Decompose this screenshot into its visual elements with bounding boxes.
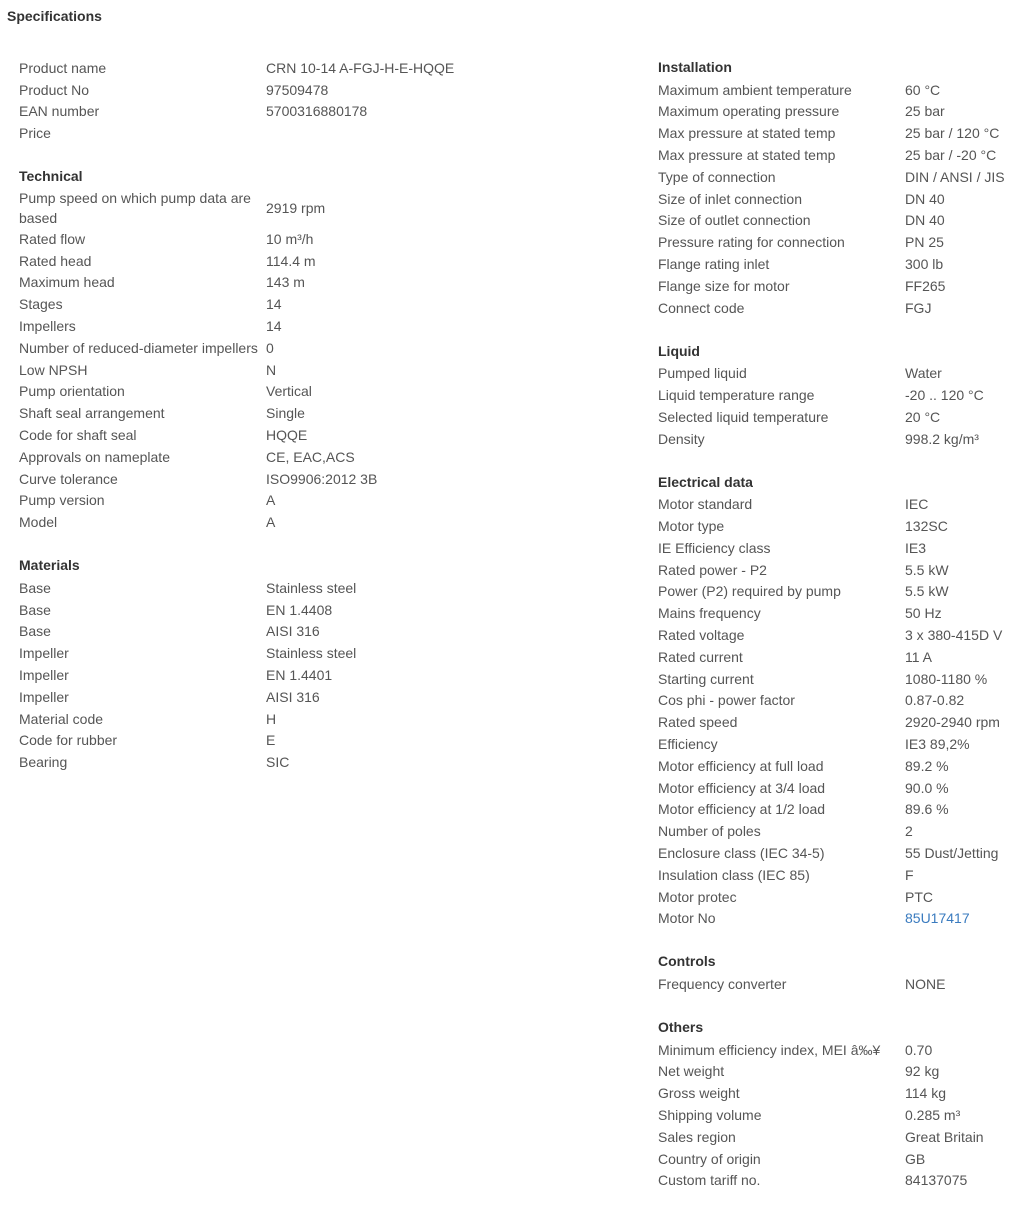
spec-value: FGJ xyxy=(905,299,932,316)
general-section xyxy=(19,57,474,144)
spec-row xyxy=(658,646,1013,668)
spec-row xyxy=(19,642,474,664)
spec-row xyxy=(19,337,474,359)
spec-value: SIC xyxy=(266,754,290,771)
spec-label: Model xyxy=(19,514,58,531)
section-title-materials: Materials xyxy=(19,557,80,574)
spec-row xyxy=(19,424,474,446)
spec-row xyxy=(658,886,1013,908)
spec-value: 97509478 xyxy=(266,81,329,98)
spec-row xyxy=(658,624,1013,646)
spec-value: 50 Hz xyxy=(905,605,942,622)
spec-row xyxy=(658,602,1013,624)
spec-row xyxy=(19,686,474,708)
spec-value: Water xyxy=(905,365,942,382)
spec-value: DIN / ANSI / JIS xyxy=(905,168,1005,185)
spec-value: 998.2 kg/m³ xyxy=(905,430,979,447)
spec-label: Motor efficiency at full load xyxy=(658,757,824,774)
spec-row xyxy=(658,1169,1013,1191)
spec-row xyxy=(658,820,1013,842)
spec-row xyxy=(658,842,1013,864)
spec-value: Single xyxy=(266,405,305,422)
spec-label: Curve tolerance xyxy=(19,470,118,487)
others-section xyxy=(658,1017,1013,1191)
spec-row xyxy=(19,122,474,144)
spec-value: Stainless steel xyxy=(266,645,357,662)
spec-row xyxy=(19,402,474,424)
spec-row xyxy=(658,362,1013,384)
spec-value: 5.5 kW xyxy=(905,561,949,578)
spec-label: Pump orientation xyxy=(19,383,125,400)
spec-label: Pump version xyxy=(19,492,105,509)
spec-label: Motor efficiency at 3/4 load xyxy=(658,779,826,796)
spec-label: Price xyxy=(19,125,51,142)
spec-row xyxy=(658,188,1013,210)
spec-value: 0.87-0.82 xyxy=(905,692,965,709)
spec-label: Size of inlet connection xyxy=(658,190,802,207)
spec-label: Motor efficiency at 1/2 load xyxy=(658,801,826,818)
spec-row xyxy=(19,490,474,512)
spec-value: NONE xyxy=(905,975,946,992)
spec-label: Gross weight xyxy=(658,1085,740,1102)
spec-label: Selected liquid temperature xyxy=(658,408,829,425)
spec-value: 25 bar / 120 °C xyxy=(905,125,1000,142)
spec-label: Cos phi - power factor xyxy=(658,692,795,709)
spec-label: Liquid temperature range xyxy=(658,387,815,404)
spec-label: EAN number xyxy=(19,103,100,120)
spec-value: 0 xyxy=(266,339,274,356)
spec-row xyxy=(658,231,1013,253)
spec-row xyxy=(658,166,1013,188)
spec-row xyxy=(658,1104,1013,1126)
spec-value: 143 m xyxy=(266,274,305,291)
spec-row xyxy=(658,864,1013,886)
spec-value: IEC xyxy=(905,496,929,513)
section-title-liquid: Liquid xyxy=(658,342,700,359)
spec-row xyxy=(658,581,1013,603)
spec-row xyxy=(658,253,1013,275)
spec-label: Pressure rating for connection xyxy=(658,234,845,251)
spec-value: 25 bar xyxy=(905,103,945,120)
spec-value: EN 1.4401 xyxy=(266,667,333,684)
spec-row xyxy=(19,188,474,228)
spec-value: A xyxy=(266,492,276,509)
spec-label: Impellers xyxy=(19,318,76,335)
spec-label: Bearing xyxy=(19,754,68,771)
spec-row xyxy=(19,664,474,686)
spec-row xyxy=(19,250,474,272)
spec-row xyxy=(19,293,474,315)
spec-value: 25 bar / -20 °C xyxy=(905,147,997,164)
spec-label: Max pressure at stated temp xyxy=(658,125,836,142)
spec-row xyxy=(658,79,1013,101)
spec-label: Material code xyxy=(19,710,104,727)
spec-value: Vertical xyxy=(266,383,312,400)
spec-label: Maximum head xyxy=(19,274,115,291)
spec-value: AISI 316 xyxy=(266,623,320,640)
spec-value: 300 lb xyxy=(905,256,944,273)
spec-label: Flange rating inlet xyxy=(658,256,770,273)
spec-row xyxy=(19,621,474,643)
spec-label: Base xyxy=(19,601,51,618)
spec-label: Product name xyxy=(19,59,107,76)
spec-label: Code for shaft seal xyxy=(19,427,137,444)
spec-row xyxy=(19,468,474,490)
spec-value: PTC xyxy=(905,888,933,905)
spec-row xyxy=(658,144,1013,166)
spec-label: Number of reduced-diameter impellers xyxy=(19,339,258,356)
spec-value: 5700316880178 xyxy=(266,103,368,120)
spec-label: Rated power - P2 xyxy=(658,561,767,578)
spec-row xyxy=(19,599,474,621)
spec-value: GB xyxy=(905,1150,926,1167)
spec-value: 3 x 380-415D V xyxy=(905,627,1003,644)
spec-value: 0.70 xyxy=(905,1041,933,1058)
spec-value: E xyxy=(266,732,276,749)
spec-row xyxy=(19,381,474,403)
spec-row xyxy=(658,515,1013,537)
spec-label: Minimum efficiency index, MEI â‰¥ xyxy=(658,1041,881,1058)
spec-label: Shipping volume xyxy=(658,1106,762,1123)
spec-value: 55 Dust/Jetting xyxy=(905,844,999,861)
spec-label: Rated head xyxy=(19,252,92,269)
spec-label: Rated voltage xyxy=(658,627,745,644)
spec-label: Flange size for motor xyxy=(658,277,790,294)
page-title: Specifications xyxy=(7,8,102,24)
spec-row xyxy=(658,384,1013,406)
spec-value: 84137075 xyxy=(905,1172,968,1189)
spec-value: N xyxy=(266,361,277,378)
spec-row xyxy=(658,907,1013,929)
spec-value: 5.5 kW xyxy=(905,583,949,600)
spec-row xyxy=(658,493,1013,515)
spec-value: A xyxy=(266,514,276,531)
spec-row xyxy=(658,711,1013,733)
spec-label: Insulation class (IEC 85) xyxy=(658,866,810,883)
spec-label: Density xyxy=(658,430,705,447)
spec-value: 11 A xyxy=(905,648,932,665)
spec-label: Rated speed xyxy=(658,714,738,731)
spec-value: CRN 10-14 A-FGJ-H-E-HQQE xyxy=(266,59,455,76)
spec-value: 14 xyxy=(266,318,282,335)
spec-value: 1080-1180 % xyxy=(905,670,988,687)
spec-label: Pump speed on which pump data are based xyxy=(19,189,251,226)
right-column xyxy=(658,57,1013,1213)
spec-row xyxy=(658,668,1013,690)
spec-row xyxy=(658,1126,1013,1148)
spec-label: Enclosure class (IEC 34-5) xyxy=(658,844,825,861)
spec-value: 14 xyxy=(266,296,282,313)
spec-value: -20 .. 120 °C xyxy=(905,387,984,404)
spec-label: Stages xyxy=(19,296,63,313)
electrical-section xyxy=(658,472,1013,930)
spec-label: Product No xyxy=(19,81,90,98)
spec-row xyxy=(19,511,474,533)
spec-label: Approvals on nameplate xyxy=(19,448,170,465)
section-title-electrical: Electrical data xyxy=(658,473,753,490)
spec-label: Efficiency xyxy=(658,736,718,752)
spec-row xyxy=(658,210,1013,232)
section-title-controls: Controls xyxy=(658,953,716,970)
spec-value: H xyxy=(266,710,277,727)
spec-label: Power (P2) required by pump xyxy=(658,583,841,600)
spec-value: IE3 89,2% xyxy=(905,736,970,752)
materials-section xyxy=(19,555,474,773)
section-title-installation: Installation xyxy=(658,59,732,75)
spec-row xyxy=(19,359,474,381)
spec-value: 60 °C xyxy=(905,81,941,98)
spec-label: Impeller xyxy=(19,688,69,705)
section-title-technical: Technical xyxy=(19,168,83,185)
spec-label: Maximum operating pressure xyxy=(658,103,840,120)
spec-value: DN 40 xyxy=(905,190,945,207)
spec-label: Max pressure at stated temp xyxy=(658,147,836,164)
spec-label: Code for rubber xyxy=(19,732,118,749)
spec-value: ISO9906:2012 3B xyxy=(266,470,378,487)
spec-label: Country of origin xyxy=(658,1150,761,1167)
spec-row xyxy=(658,297,1013,319)
left-column xyxy=(19,57,474,795)
spec-value: 92 kg xyxy=(905,1063,940,1080)
spec-label: Shaft seal arrangement xyxy=(19,405,165,422)
spec-label: Type of connection xyxy=(658,168,776,185)
spec-row xyxy=(19,272,474,294)
spec-label: Starting current xyxy=(658,670,754,687)
spec-label: Number of poles xyxy=(658,823,761,840)
spec-label: Sales region xyxy=(658,1128,736,1145)
spec-value: 114 kg xyxy=(905,1085,946,1102)
spec-value: 10 m³/h xyxy=(266,230,314,247)
spec-value: Stainless steel xyxy=(266,579,357,596)
spec-row xyxy=(658,122,1013,144)
spec-label: Motor protec xyxy=(658,888,737,905)
controls-section xyxy=(658,951,1013,995)
spec-label: Motor standard xyxy=(658,496,753,513)
spec-row xyxy=(19,751,474,773)
spec-row xyxy=(658,537,1013,559)
spec-row xyxy=(658,428,1013,450)
spec-label: Low NPSH xyxy=(19,361,88,378)
spec-label: Rated current xyxy=(658,648,743,665)
spec-value: 2919 rpm xyxy=(266,199,326,216)
spec-label: Motor type xyxy=(658,518,725,535)
spec-row xyxy=(19,228,474,250)
spec-label: Net weight xyxy=(658,1063,725,1080)
spec-row xyxy=(658,406,1013,428)
spec-value: 89.2 % xyxy=(905,757,949,774)
spec-row xyxy=(658,755,1013,777)
spec-row xyxy=(658,690,1013,712)
spec-value: 2 xyxy=(905,823,913,840)
spec-label: Motor No xyxy=(658,910,716,927)
motor-no-link[interactable]: 85U17417 xyxy=(905,910,970,927)
spec-label: Size of outlet connection xyxy=(658,212,811,229)
spec-value: CE, EAC,ACS xyxy=(266,448,355,465)
spec-label: Impeller xyxy=(19,645,69,662)
spec-value: 20 °C xyxy=(905,408,941,425)
spec-value: 114.4 m xyxy=(266,252,316,269)
spec-label: Base xyxy=(19,623,51,640)
spec-row xyxy=(19,101,474,123)
spec-row xyxy=(658,777,1013,799)
spec-row xyxy=(19,730,474,752)
spec-row xyxy=(19,57,474,79)
liquid-section xyxy=(658,341,1013,450)
technical-section xyxy=(19,166,474,533)
spec-label: Rated flow xyxy=(19,230,86,247)
spec-row xyxy=(658,973,1013,995)
spec-label: Custom tariff no. xyxy=(658,1172,761,1189)
spec-label: Pumped liquid xyxy=(658,365,747,382)
spec-row xyxy=(658,101,1013,123)
spec-value: IE3 xyxy=(905,539,927,556)
installation-section xyxy=(658,57,1013,319)
spec-label: Maximum ambient temperature xyxy=(658,81,852,98)
spec-value: 90.0 % xyxy=(905,779,949,796)
spec-row xyxy=(658,275,1013,297)
spec-row xyxy=(19,446,474,468)
spec-label: Impeller xyxy=(19,667,69,684)
spec-label: Connect code xyxy=(658,299,745,316)
spec-label: Base xyxy=(19,579,51,596)
spec-label: Mains frequency xyxy=(658,605,761,622)
spec-value: DN 40 xyxy=(905,212,945,229)
section-title-others: Others xyxy=(658,1018,704,1035)
spec-row xyxy=(658,559,1013,581)
spec-row xyxy=(658,1039,1013,1061)
spec-row xyxy=(658,1082,1013,1104)
spec-label: IE Efficiency class xyxy=(658,539,771,556)
spec-label: Frequency converter xyxy=(658,975,787,992)
spec-value: PN 25 xyxy=(905,234,944,251)
spec-value: FF265 xyxy=(905,277,946,294)
spec-value: EN 1.4408 xyxy=(266,601,333,618)
spec-row xyxy=(19,708,474,730)
spec-row xyxy=(658,1148,1013,1170)
spec-value: AISI 316 xyxy=(266,688,320,705)
spec-value: Great Britain xyxy=(905,1128,984,1145)
spec-value: 0.285 m³ xyxy=(905,1106,961,1123)
spec-value: F xyxy=(905,866,914,883)
spec-row xyxy=(658,1060,1013,1082)
spec-row xyxy=(19,79,474,101)
spec-value: HQQE xyxy=(266,427,308,444)
spec-value: 132SC xyxy=(905,518,948,535)
spec-value: 2920-2940 rpm xyxy=(905,714,1000,731)
spec-value: 89.6 % xyxy=(905,801,949,818)
spec-row xyxy=(658,799,1013,821)
spec-row xyxy=(19,315,474,337)
spec-row xyxy=(658,733,1013,755)
spec-row xyxy=(19,577,474,599)
